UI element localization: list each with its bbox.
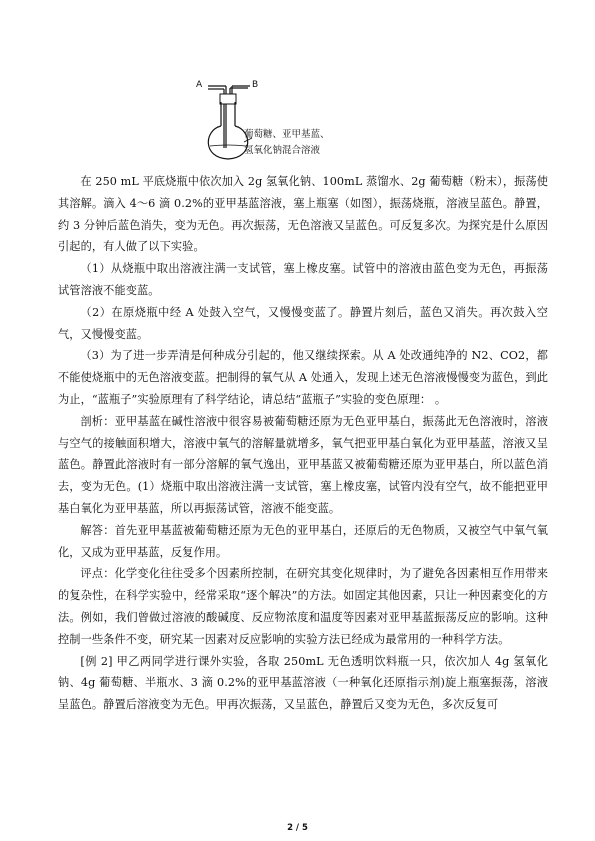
paragraph-example-2: [例 2] 甲乙两同学进行课外实验，各取 250mL 无色透明饮料瓶一只，依次加人 4g 氢氧化钠、4g 葡萄糖、半瓶水、3 滴 0.2%的亚甲基蓝溶液（一种氧化还原指示剂)旋上瓶塞振荡，溶液呈蓝色。静置后溶液变为无色。甲再次振荡，又呈蓝色，静置后又变为无色，多次反复可 xyxy=(58,654,548,712)
flask-apparatus-figure xyxy=(196,72,356,164)
paragraph-intro: 在 250 mL 平底烧瓶中依次加入 2g 氢氧化钠、100mL 蒸馏水、2g 葡萄糖（粉末），振荡使其溶解。滴入 4～6 滴 0.2%的亚甲基蓝溶液，塞上瓶塞（如图），振荡烧瓶，溶液呈蓝色。静置，约 3 分钟后蓝色消失，变为无色。再次振荡，无色溶液又呈蓝色。可反复多次。为探究是什么原因引起的，有人做了以下实验。 xyxy=(58,175,548,254)
page-number: 2 / 5 xyxy=(287,823,308,833)
figure-label-a: A xyxy=(196,80,203,90)
figure-caption-line1: 葡萄糖、亚甲基蓝、 xyxy=(244,129,330,140)
paragraph-step-1: （1）从烧瓶中取出溶液注满一支试管，塞上橡皮塞。试管中的溶液由蓝色变为无色，再振荡试管溶液不能变蓝。 xyxy=(58,262,548,297)
document-body xyxy=(58,171,548,716)
figure-label-b: B xyxy=(252,80,259,90)
paragraph-comment: 评点：化学变化往往受多个因素所控制，在研究其变化规律时，为了避免各因素相互作用带来的复杂性，在科学实验中，经常采取“逐个解决”的方法。如固定其他因素，只让一种因素变化的方法。例如，我们曾做过溶液的酸碱度、反应物浓度和温度等因素对亚甲基蓝振荡反应的影响。这种控制一些条件不变，研究某一因素对反应影响的实验方法已经成为最常用的一种科学方法。 xyxy=(58,567,548,646)
paragraph-step-2: （2）在原烧瓶中经 A 处鼓入空气，又慢慢变蓝了。静置片刻后，蓝色又消失。再次鼓入空气，又慢慢变蓝。 xyxy=(58,305,548,341)
paragraph-analysis: 剖析：亚甲基蓝在碱性溶液中很容易被葡萄糖还原为无色亚甲基白，振荡此无色溶液时，溶液与空气的接触面积增大，溶液中氧气的溶解量就增多，氧气把亚甲基白氧化为亚甲基蓝，溶液又呈蓝色。静置此溶液时有一部分溶解的氧气逸出，亚甲基蓝又被葡萄糖还原为亚甲基白，所以蓝色消去，变为无色。(1）烧瓶中取出溶液注满一支试管，塞上橡皮塞，试管内没有空气，故不能把亚甲基白氧化为亚甲基蓝，所以再振荡试管，溶液不能变蓝。 xyxy=(58,414,548,515)
figure-caption-line2: 氢氧化钠混合溶液 xyxy=(244,145,321,156)
paragraph-step-3: （3）为了进一步弄清是何种成分引起的，他又继续探索。从 A 处改通纯净的 N2、CO2，都不能使烧瓶中的无色溶液变蓝。把制得的氧气从 A 处通入，发现上述无色溶液慢慢变为蓝色，到此为止，“蓝瓶子”实验原理有了科学结论，请总结“蓝瓶子”实验的变色原理： 。 xyxy=(58,349,548,406)
paragraph-answer: 解答：首先亚甲基蓝被葡萄糖还原为无色的亚甲基白，还原后的无色物质，又被空气中氧气氧化，又成为亚甲基蓝，反复作用。 xyxy=(58,523,548,559)
